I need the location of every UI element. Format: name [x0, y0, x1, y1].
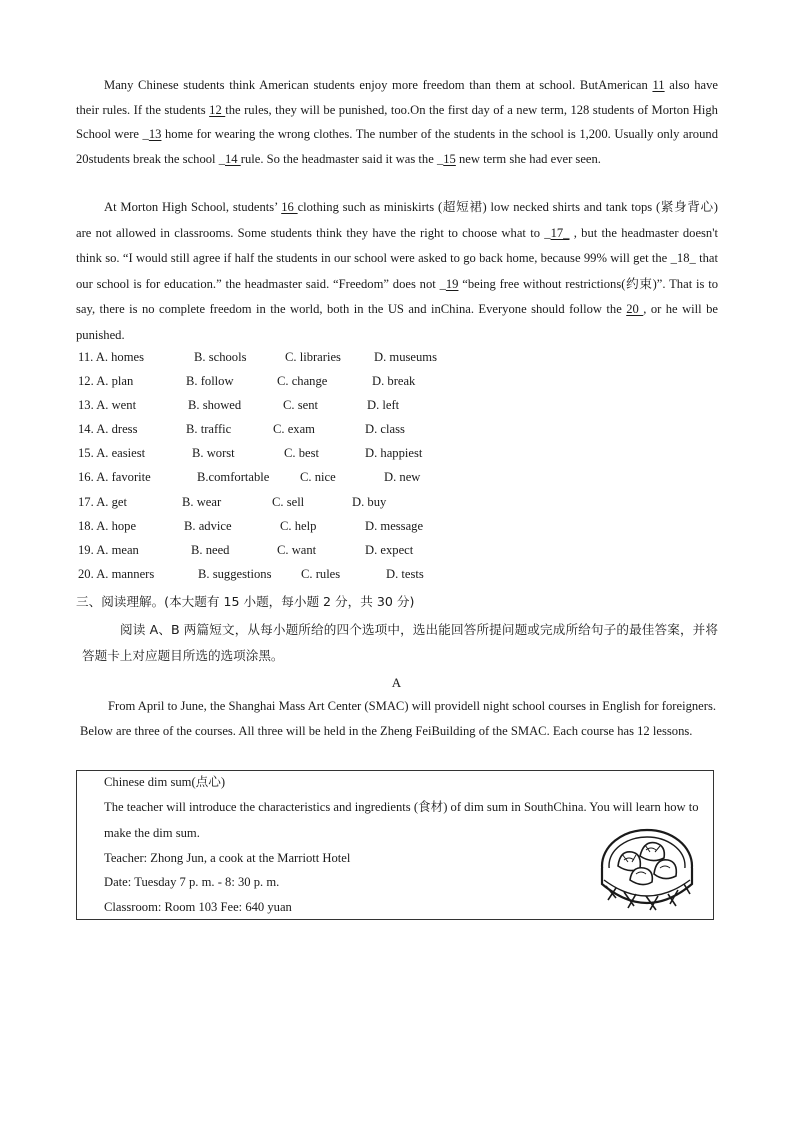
text-run: the rules, they will be punished, too.On the first day of a new term, 128 students of Morton High School were _	[76, 102, 718, 141]
blank-number: 20	[626, 302, 644, 316]
option-d: D. buy	[352, 494, 387, 509]
option-row-13	[78, 396, 598, 420]
text-run: Many Chinese students think American students enjoy more freedom than them at school. ButAmerican	[104, 78, 653, 92]
option-c: C. best	[284, 446, 319, 461]
course-description: The teacher will introduce the characteristics and ingredients (食材) of dim sum in SouthChina. You will learn how to make the dim sum.	[104, 800, 699, 840]
blank-number: 17_	[550, 225, 570, 240]
option-b: B.comfortable	[197, 470, 270, 485]
option-row-11	[78, 348, 598, 372]
option-a: 16. A. favorite	[78, 470, 151, 485]
options-list	[78, 348, 598, 589]
option-d: D. expect	[365, 542, 414, 557]
option-c: C. libraries	[285, 350, 341, 364]
section-3-instructions: 阅读 A、B 两篇短文，从每小题所给的四个选项中，选出能回答所提问题或完成所给句子的最佳答案，并将答题卡上对应题目所选的选项涂黑。	[82, 622, 718, 663]
option-b: B. need	[191, 542, 230, 557]
option-row-12	[78, 372, 598, 396]
option-c: C. want	[277, 542, 317, 557]
text-run: clothing such as miniskirts (超短裙) low necked shirts and tank tops (紧身背心) are not allowed in classrooms. Some students think they have the right to choose what to _	[76, 200, 718, 240]
passage-paragraph-2	[76, 195, 718, 348]
option-c: C. rules	[301, 566, 341, 581]
option-b: B. showed	[188, 398, 242, 413]
option-d: D. happiest	[365, 446, 423, 461]
option-row-15	[78, 444, 598, 468]
text-run: “being free without restrictions(约束)”. That is to say, there is no complete freedom in the world, both in the US and inChina. Everyone should follow the	[76, 276, 718, 316]
text-run: At Morton High School, students’	[104, 200, 282, 214]
blank-number: 14	[225, 151, 241, 166]
option-c: C. help	[280, 518, 317, 533]
text-run: home for wearing the wrong clothes. The number of the students in the school is 1,200. Usually only around 20students break the school _	[76, 127, 718, 166]
option-a: 14. A. dress	[78, 422, 138, 437]
course-date: Date: Tuesday 7 p. m. - 8: 30 p. m.	[104, 875, 280, 889]
text-run: rule. So the headmaster said it was the _	[240, 151, 444, 166]
option-b: B. wear	[182, 494, 222, 509]
option-d: D. break	[372, 374, 416, 389]
passage-paragraph-1	[76, 73, 718, 171]
option-a: 12. A. plan	[78, 374, 134, 389]
section-3-title: 三、阅读理解。(本大题有 15 小题，每小题 2 分，共 30 分)	[76, 594, 415, 609]
text-run: , or he will be punished.	[76, 302, 718, 342]
option-row-16	[78, 468, 598, 492]
option-row-14	[78, 420, 598, 444]
option-b: B. advice	[184, 518, 232, 533]
option-a: 13. A. went	[78, 398, 137, 413]
option-d: D. left	[367, 398, 400, 413]
option-row-19	[78, 541, 598, 565]
option-b: B. traffic	[186, 422, 232, 437]
blank-number: 19	[445, 276, 459, 291]
blank-number: 13	[148, 127, 162, 141]
option-c: C. change	[277, 374, 328, 389]
blank-number: 12	[209, 102, 226, 117]
option-d: D. tests	[386, 566, 424, 581]
course-name: Chinese dim sum(点心)	[104, 775, 226, 789]
option-c: C. exam	[273, 422, 315, 437]
option-a: 19. A. mean	[78, 542, 139, 557]
option-c: C. sent	[283, 398, 318, 413]
blank-number: 11	[652, 78, 665, 92]
option-b: B. follow	[186, 374, 234, 389]
option-b: B. worst	[192, 446, 235, 461]
option-b: B. schools	[194, 350, 247, 364]
option-row-18	[78, 517, 598, 541]
option-c: C. nice	[300, 470, 336, 485]
blank-number: 16	[281, 200, 298, 214]
option-d: D. message	[365, 518, 424, 533]
passage-a-heading: A	[391, 675, 402, 690]
option-a: 11. A. homes	[78, 350, 144, 364]
option-a: 17. A. get	[78, 494, 127, 509]
option-d: D. museums	[374, 350, 437, 364]
blank-number: 15	[443, 151, 456, 166]
option-row-20	[78, 565, 598, 589]
option-row-17	[78, 493, 598, 517]
option-b: B. suggestions	[198, 566, 272, 581]
course-teacher: Teacher: Zhong Jun, a cook at the Marriott Hotel	[104, 851, 351, 865]
text-run: new term she had ever seen.	[455, 151, 601, 166]
dim-sum-steamer-icon	[598, 826, 696, 916]
option-c: C. sell	[272, 494, 305, 509]
option-a: 18. A. hope	[78, 518, 137, 533]
option-a: 15. A. easiest	[78, 446, 146, 461]
option-a: 20. A. manners	[78, 566, 155, 581]
passage-a-intro: From April to June, the Shanghai Mass Art Center (SMAC) will providell night school courses in English for foreigners. Below are three of the courses. All three will be held in the Zheng FeiBuilding of the SMAC. Each course has 12 lessons.	[80, 699, 716, 738]
option-d: D. new	[384, 470, 421, 485]
course-classroom-fee: Classroom: Room 103 Fee: 640 yuan	[104, 900, 292, 914]
text-run: also have their rules. If the students	[76, 78, 719, 117]
option-d: D. class	[365, 422, 405, 437]
text-run: , but the headmaster doesn't think so. “I would still agree if half the students in our school were asked to go back home, because 99% will get the _18_ that our school is for education.” the headmaster said. “Freedom” does not _	[76, 225, 718, 291]
